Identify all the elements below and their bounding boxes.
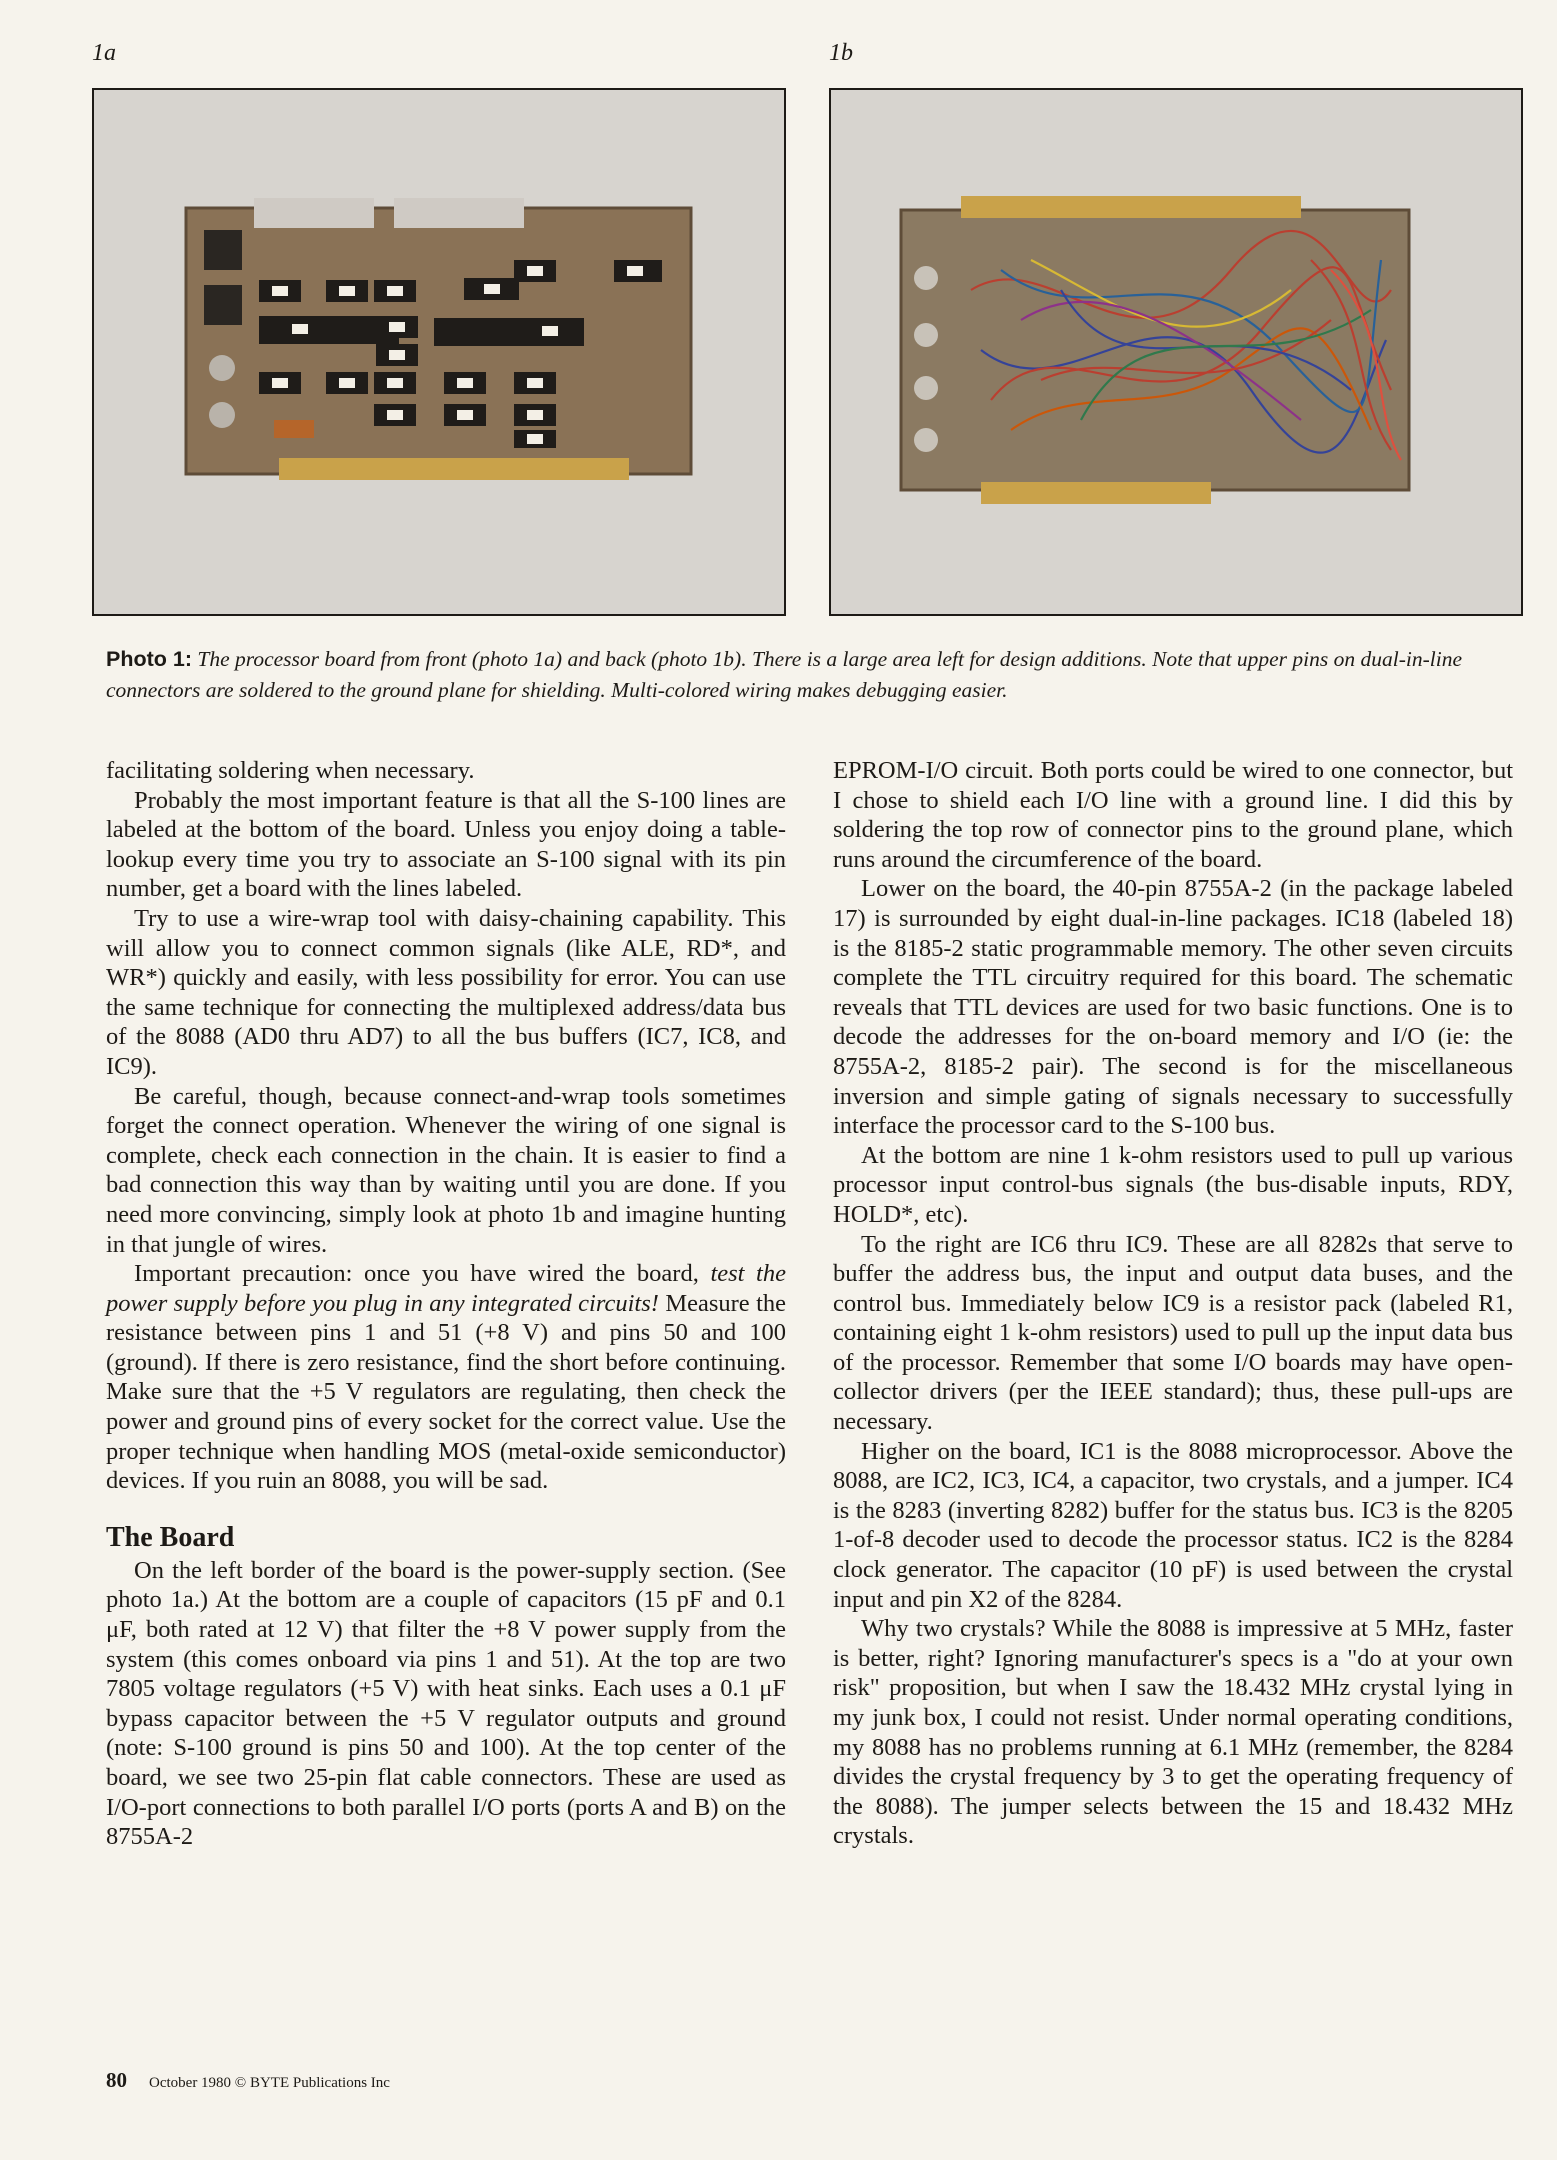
paragraph: facilitating soldering when necessary. <box>106 757 475 784</box>
caption-text: The processor board from front (photo 1a) and back (photo 1b). There is a large area left for design additions. Note that upper pins on dual-in-line connectors are soldered to the ground plane for shielding. Multi-colored wiring makes debugging easier. <box>106 647 1463 702</box>
photo-1a <box>92 88 786 616</box>
paragraph: Higher on the board, IC1 is the 8088 microprocessor. Above the 8088, are IC2, IC3, IC4, a capacitor, two crystals, and a jumper. IC4 is the 8283 (inverting 8282) buffer for the status bus. IC3 is the 8205 1-of-8 decoder used to decode the processor status. IC2 is the 8284 clock generator. The capacitor (10 pF) is used between the crystal input and pin X2 of the 8284. <box>833 1437 1513 1613</box>
paragraph: Lower on the board, the 40-pin 8755A-2 (in the package labeled 17) is surrounded by eight dual-in-line packages. IC18 (labeled 18) is the 8185-2 static programmable memory. The other seven circuits complete the TTL circuitry required for this board. The schematic reveals that TTL devices are used for two basic functions. One is to decode the addresses for the on-board memory and I/O (ie: the 8755A-2, 8185-2 pair). The second is for the miscellaneous inversion and simple gating of signals necessary to successfully interface the processor card to the S-100 bus. <box>833 875 1513 1140</box>
paragraph-precaution <box>106 1259 786 1496</box>
paragraph: Why two crystals? While the 8088 is impressive at 5 MHz, faster is better, right? Ignoring manufacturer's specs is a "do at your own risk" proposition, but when I saw the 18.432 MHz crystal lying in my junk box, I could not resist. Under normal operating conditions, my 8088 has no problems running at 6.1 MHz (remember, the 8284 divides the crystal frequency by 3 to get the operating frequency of the 8088). The jumper selects between the 15 and 18.432 MHz crystals. <box>833 1615 1513 1850</box>
paragraph: Be careful, though, because connect-and-wrap tools sometimes forget the connect operation. Whenever the wiring of one signal is complete, check each connection in the chain. It is easier to find a bad connection this way than by waiting until you are done. If you need more convincing, simply look at photo 1b and imagine hunting in that jungle of wires. <box>106 1082 786 1258</box>
right-column <box>833 756 1513 1851</box>
section-heading: The Board <box>106 1521 235 1553</box>
paragraph: EPROM-I/O circuit. Both ports could be wired to one connector, but I chose to shield each I/O line with a ground line. I did this by soldering the top row of connector pins to the ground plane, which runs around the circumference of the board. <box>833 757 1513 873</box>
board-front-image <box>94 90 784 614</box>
paragraph: To the right are IC6 thru IC9. These are all 8282s that serve to buffer the address bus, the input and output data buses, and the control bus. Immediately below IC9 is a resistor pack (labeled R1, containing eight 1 k-ohm resistors) used to pull up the input data bus of the processor. Remember that some I/O boards may have open-collector drivers (per the IEEE standard); thus, these pull-ups are necessary. <box>833 1230 1513 1436</box>
paragraph: Probably the most important feature is that all the S-100 lines are labeled at the bottom of the board. Unless you enjoy doing a table-lookup every time you try to associate an S-100 signal with its pin number, get a board with the lines labeled. <box>106 786 786 903</box>
precaution-end: Measure the resistance between pins 1 and 51 (+8 V) and pins 50 and 100 (ground). If there is zero resistance, find the short before continuing. Make sure that the +5 V regulators are regulating, then check the power and ground pins of every socket for the correct value. Use the proper technique when handling MOS (metal-oxide semiconductor) devices. If you ruin an 8088, you will be sad. <box>106 1289 786 1495</box>
paragraph: At the bottom are nine 1 k-ohm resistors used to pull up various processor input control-bus signals (the bus-disable inputs, RDY, HOLD*, etc). <box>833 1141 1513 1228</box>
page-number: 80 <box>106 2068 127 2092</box>
precaution-emphasis: test the power supply before you plug in any integrated circuits! <box>106 1260 786 1317</box>
photo-1b <box>829 88 1523 616</box>
photo-label-1a: 1a <box>92 40 116 66</box>
caption-lead: Photo 1: <box>106 647 192 671</box>
board-back-image <box>831 90 1521 614</box>
left-column <box>106 756 786 1852</box>
paragraph: On the left border of the board is the power-supply section. (See photo 1a.) At the bottom are a couple of capacitors (15 pF and 0.1 μF, both rated at 12 V) that filter the +8 V power supply from the system (this comes onboard via pins 1 and 51). At the top are two 7805 voltage regulators (+5 V) with heat sinks. Each uses a 0.1 μF bypass capacitor between the +5 V regulator outputs and ground (note: S-100 ground is pins 50 and 100). At the top center of the board, we see two 25-pin flat cable connectors. These are used as I/O-port connections to both parallel I/O ports (ports A and B) on the 8755A-2 <box>106 1556 786 1851</box>
paragraph: Try to use a wire-wrap tool with daisy-chaining capability. This will allow you to connect common signals (like ALE, RD*, and WR*) quickly and easily, with less possibility for error. You can use the same technique for connecting the multiplexed address/data bus of the 8088 (AD0 thru AD7) to all the bus buffers (IC7, IC8, and IC9). <box>106 904 786 1080</box>
photo-label-1b: 1b <box>829 40 853 66</box>
page-footer <box>106 2068 390 2093</box>
precaution-start: Important precaution: once you have wired the board, <box>134 1260 699 1288</box>
photo-caption <box>106 644 1506 706</box>
publication-line: October 1980 © BYTE Publications Inc <box>149 2075 390 2091</box>
